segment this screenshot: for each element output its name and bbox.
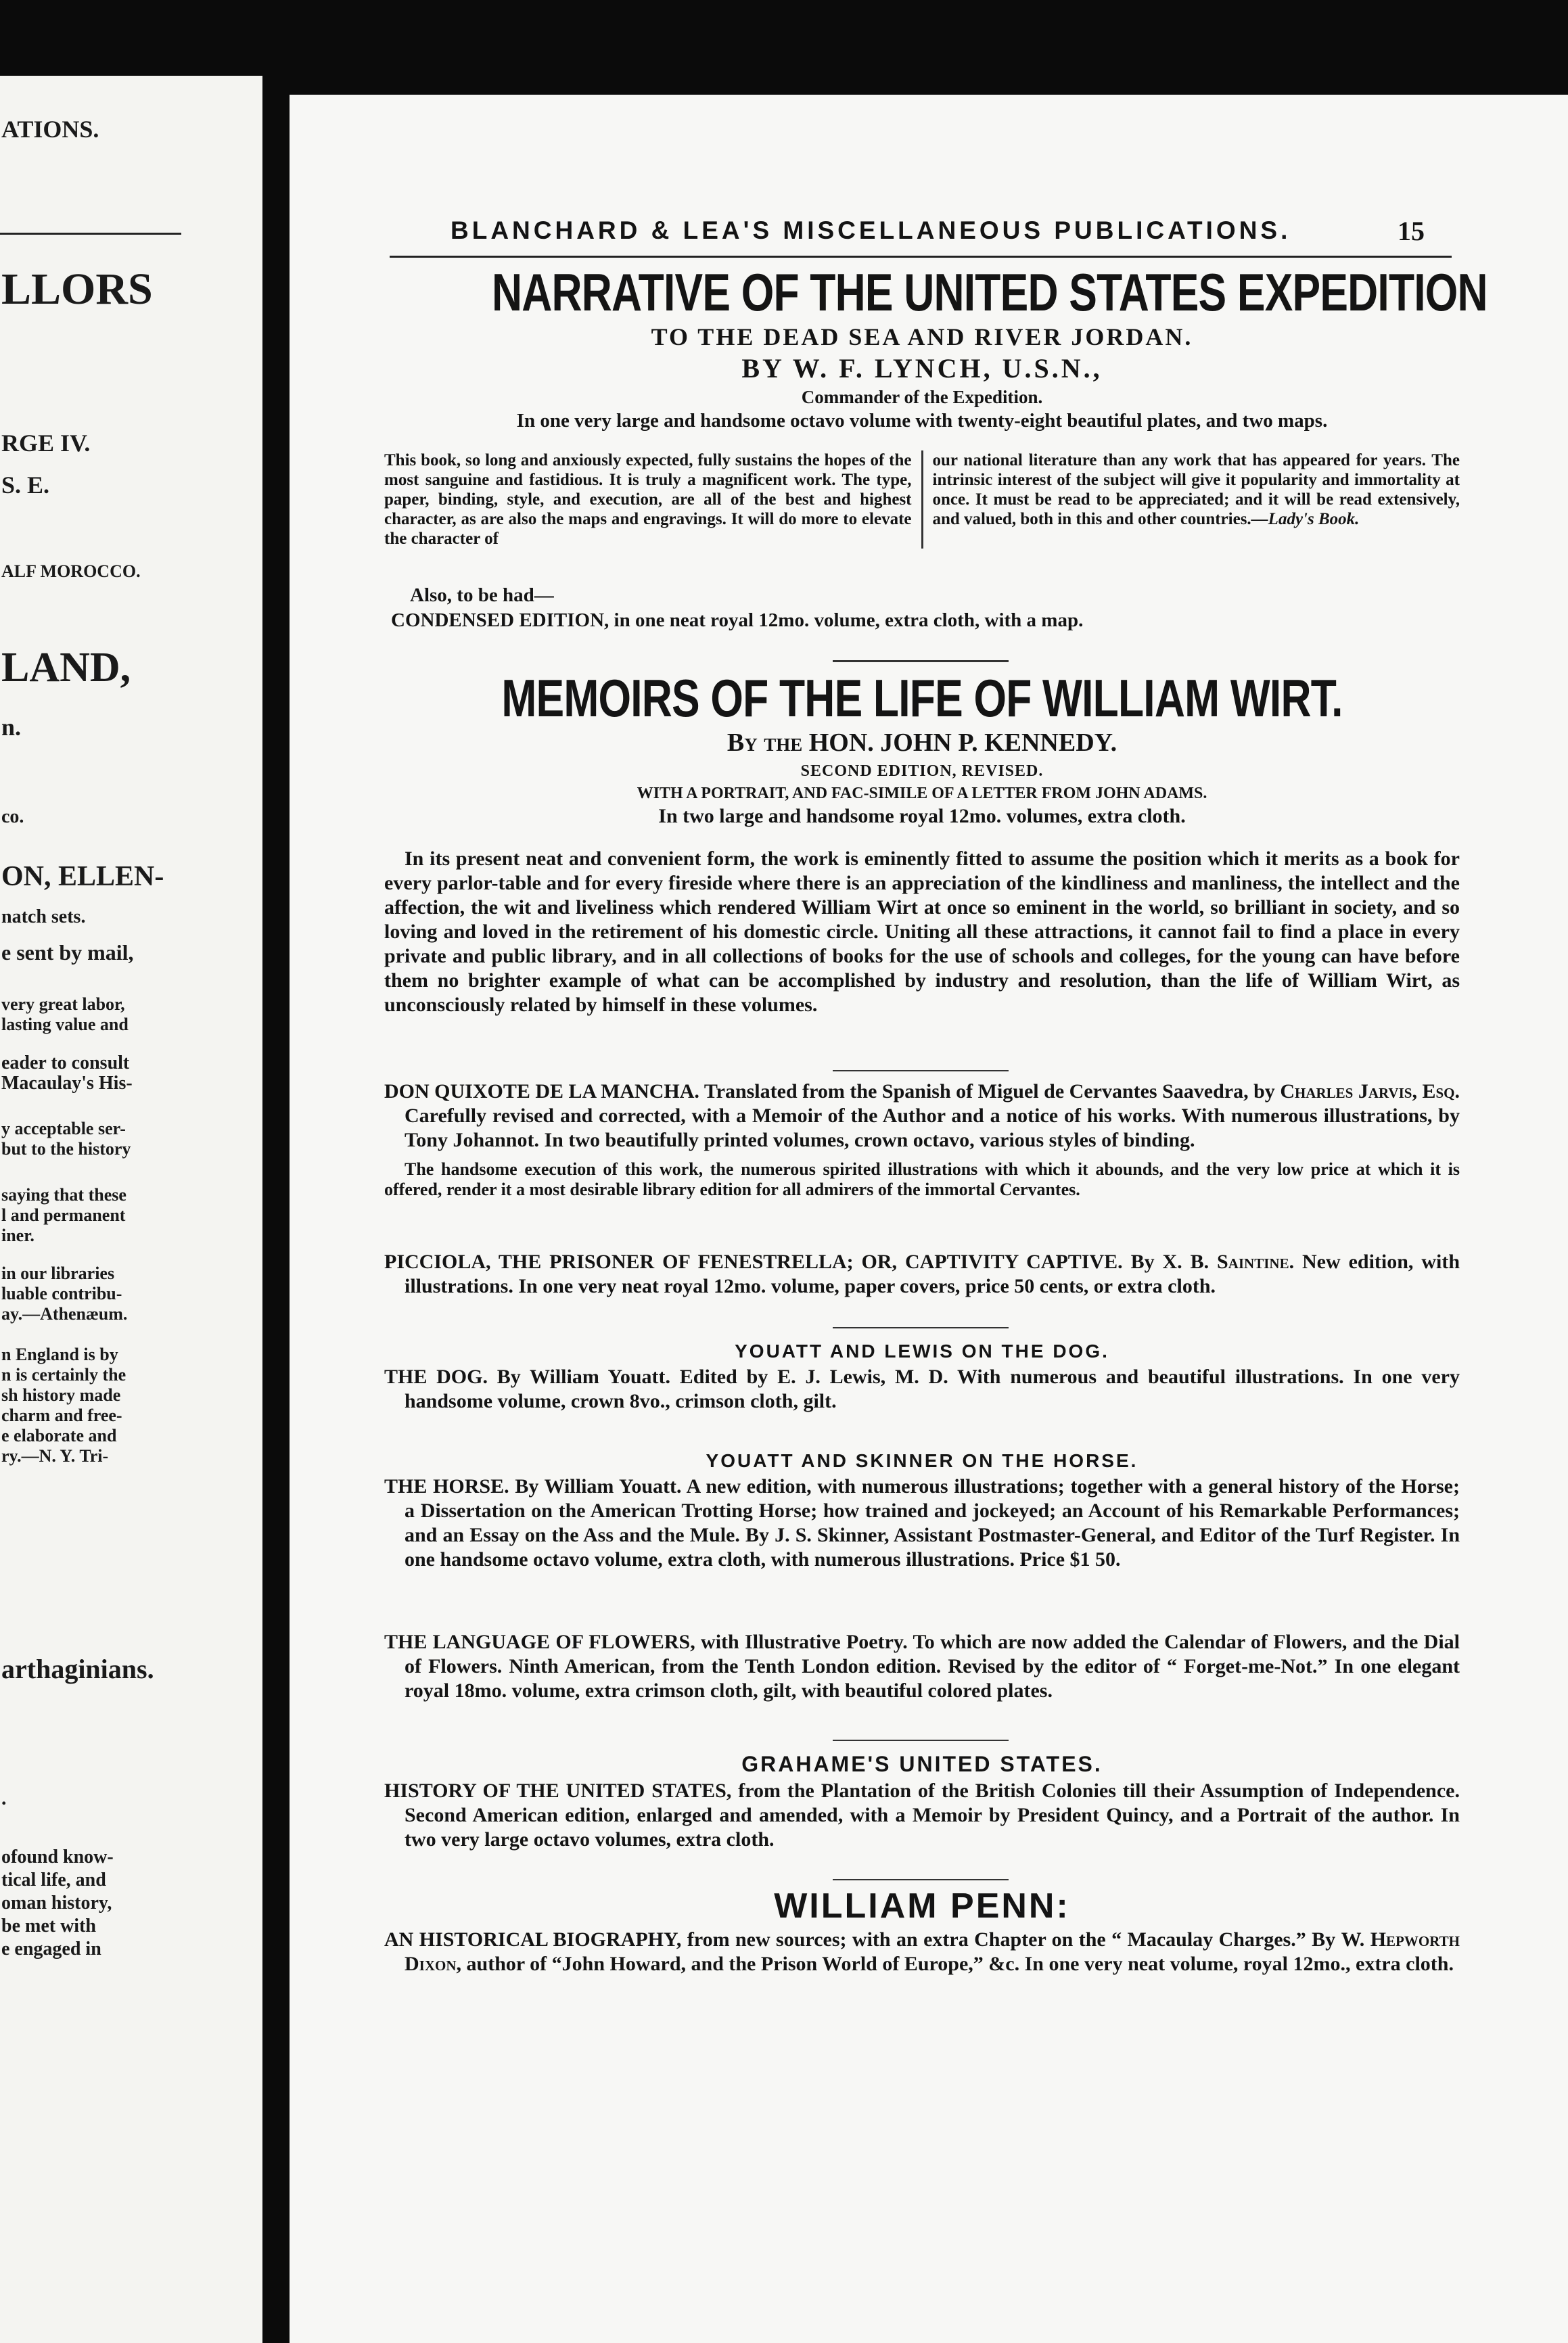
left-page-text-fragment: co. (1, 806, 24, 827)
left-page-text-fragment: oman history, (1, 1893, 112, 1913)
lynch-review-columns (384, 450, 1460, 549)
lynch-format: In one very large and handsome octavo volume with twenty-eight beautiful plates, and two maps. (516, 410, 1328, 432)
left-page-text-fragment: RGE IV. (1, 430, 91, 457)
left-page-text-fragment: in our libraries (1, 1263, 115, 1283)
left-page-text-fragment: LAND, (1, 645, 131, 691)
dog-heading: YOUATT AND LEWIS ON THE DOG. (735, 1341, 1109, 1362)
divider (833, 1070, 1009, 1071)
left-page-text-fragment: LLORS (1, 264, 153, 314)
divider (833, 1740, 1009, 1741)
page-number: 15 (1398, 216, 1425, 246)
left-page-fragment (0, 76, 262, 2343)
divider (833, 660, 1009, 662)
left-page-text-fragment: very great labor, (1, 994, 125, 1014)
horse-heading: YOUATT AND SKINNER ON THE HORSE. (706, 1450, 1138, 1471)
divider (833, 1879, 1009, 1880)
left-page-text-fragment: e sent by mail, (1, 940, 134, 965)
left-page-text-fragment: n England is by (1, 1345, 118, 1364)
left-page-text-fragment: e engaged in (1, 1939, 101, 1959)
left-page-text-fragment: ON, ELLEN- (1, 861, 164, 892)
wirt-format: In two large and handsome royal 12mo. volumes, extra cloth. (658, 805, 1186, 827)
left-page-text-fragment: eader to consult (1, 1052, 130, 1073)
left-page-text-fragment: n. (1, 714, 22, 741)
left-page-text-fragment: e elaborate and (1, 1426, 117, 1445)
wirt-edition: SECOND EDITION, REVISED. (800, 762, 1044, 780)
header-rule (390, 256, 1452, 258)
left-page-text-fragment: natch sets. (1, 906, 86, 927)
left-page-text-fragment: ry.—N. Y. Tri- (1, 1446, 109, 1466)
quixote-section: DON QUIXOTE DE LA MANCHA. Translated from the Spanish of Miguel de Cervantes Saavedra, by Charles Jarvis, Esq. Carefully revised and corrected, with a Memoir of the Author and a notice of his works. With numerous illustrations, by Tony Johannot. In two beautifully printed volumes, crown octavo, various styles of binding. The handsome execution of this work, the numerous spirited illustrations with which it abounds, and the very low price at which it is offered, render it a most desirable library edition for all admirers of the immortal Cervantes. (384, 1080, 1460, 1199)
left-header-rule (0, 233, 181, 235)
horse-section: YOUATT AND SKINNER ON THE HORSE. THE HORSE. By William Youatt. A new edition, with numerous illustrations; together with a general history of the Horse; a Dissertation on the American Trotting Horse; how trained and jockeyed; an Account of his Remarkable Performances; and an Essay on the Ass and the Mule. By J. S. Skinner, Assistant Postmaster-General, and Editor of the Turf Register. In one handsome octavo volume, extra cloth, with numerous illustrations. Price $1 50. (384, 1447, 1460, 1572)
left-page-text-fragment: l and permanent (1, 1205, 126, 1225)
penn-section: WILLIAM PENN: AN HISTORICAL BIOGRAPHY, from new sources; with an extra Chapter on the “ Macaulay Charges.” By W. Hepworth Dixon, author of “John Howard, and the Prison World of Europe,” &c. In one very neat volume, royal 12mo., extra cloth. (384, 1884, 1460, 1976)
left-page-text-fragment: . (1, 1787, 7, 1809)
lynch-author: BY W. F. LYNCH, U.S.N., (741, 353, 1103, 384)
left-page-text-fragment: luable contribu- (1, 1284, 122, 1303)
lynch-title: NARRATIVE OF THE UNITED STATES EXPEDITION (492, 262, 1488, 322)
grahame-section: GRAHAME'S UNITED STATES. HISTORY OF THE UNITED STATES, from the Plantation of the British Colonies till their Assumption of Independence. Second American edition, enlarged and amended, with a Memoir by President Quincy, and a Portrait of the author. In two very large octavo volumes, extra cloth. (384, 1749, 1460, 1852)
running-header (290, 216, 1568, 257)
left-page-text-fragment: ay.—Athenæum. (1, 1304, 128, 1324)
wirt-title: MEMOIRS OF THE LIFE OF WILLIAM WIRT. (501, 668, 1343, 728)
lynch-condensed: CONDENSED EDITION, in one neat royal 12mo. volume, extra cloth, with a map. (391, 609, 1084, 631)
left-page-text-fragment: but to the history (1, 1139, 131, 1159)
lynch-extra (391, 583, 1467, 633)
left-page-text-fragment: sh history made (1, 1385, 121, 1405)
left-page-text-fragment: Macaulay's His- (1, 1073, 133, 1094)
quixote-note: The handsome execution of this work, the numerous spirited illustrations with which it abounds, and the very low price at which it is offered, render it a most desirable library edition for all admirers of the immortal Cervantes. (384, 1159, 1460, 1199)
divider (833, 1327, 1009, 1328)
lynch-section (384, 262, 1488, 433)
left-page-text-fragment: be met with (1, 1916, 96, 1936)
flowers-section: THE LANGUAGE OF FLOWERS, with Illustrative Poetry. To which are now added the Calendar of Flowers, and the Dial of Flowers. Ninth American, from the Tenth London edition. Revised by the editor of “ Forget-me-Not.” In one elegant royal 18mo. volume, extra crimson cloth, gilt, with beautiful colored plates. (384, 1631, 1460, 1702)
left-page-text-fragment: iner. (1, 1226, 34, 1245)
left-page-text-fragment: y acceptable ser- (1, 1119, 126, 1138)
left-page-text-fragment: lasting value and (1, 1015, 129, 1034)
main-page (290, 95, 1568, 2343)
left-page-text-fragment: ALF MOROCCO. (1, 561, 141, 581)
left-page-text-fragment: arthaginians. (1, 1654, 154, 1684)
dog-section: YOUATT AND LEWIS ON THE DOG. THE DOG. By William Youatt. Edited by E. J. Lewis, M. D. With numerous and beautiful illustrations. In one very handsome volume, crown 8vo., crimson cloth, gilt. (384, 1338, 1460, 1414)
grahame-heading: GRAHAME'S UNITED STATES. (741, 1752, 1103, 1776)
lynch-review-col2: our national literature than any work that has appeared for years. The intrinsic interest of the subject will give it popularity and immortality at once. It must be read to be appreciated; and it will be read extensively, and valued, both in this and other countries.—Lady's Book. (932, 451, 1460, 528)
wirt-portrait: WITH A PORTRAIT, AND FAC-SIMILE OF A LETTER FROM JOHN ADAMS. (637, 785, 1207, 802)
wirt-section (384, 670, 1460, 829)
lynch-subtitle: TO THE DEAD SEA AND RIVER JORDAN. (651, 323, 1193, 350)
penn-heading: WILLIAM PENN: (774, 1886, 1070, 1926)
picciola-section: PICCIOLA, THE PRISONER OF FENESTRELLA; OR, CAPTIVITY CAPTIVE. By X. B. Saintine. New edition, with illustrations. In one very neat royal 12mo. volume, paper covers, price 50 cents, or extra cloth. (384, 1251, 1460, 1297)
left-page-text-fragment: tical life, and (1, 1870, 106, 1890)
left-page-text-fragment: n is certainly the (1, 1365, 126, 1385)
wirt-author: By the HON. JOHN P. KENNEDY. (727, 728, 1117, 757)
running-title: BLANCHARD & LEA'S MISCELLANEOUS PUBLICATIONS. (451, 216, 1291, 244)
left-page-text-fragment: saying that these (1, 1185, 126, 1205)
left-page-text-fragment: ATIONS. (1, 116, 99, 143)
wirt-body: In its present neat and convenient form, the work is eminently fitted to assume the position which it merits as a book for every parlor-table and for every fireside where there is an appreciation of the kindliness and manliness, the intellect and the affection, the wit and liveliness which rendered William Wirt at once so eminent in the world, so brilliant in society, and so loving and loved in the retirement of his domestic circle. Uniting all these attractions, it cannot fail to find a place in every private and public library, and in all collections of books for the use of schools and colleges, for the young can have before them no brighter example of what can be accomplished by industry and resolution, than the life of William Wirt, as unconsciously related by himself in these volumes. (384, 848, 1460, 1016)
lynch-review-col1: This book, so long and anxiously expected, fully sustains the hopes of the most sanguine and fastidious. It is truly a magnificent work. The type, paper, binding, style, and execution, are all of the best and highest character, as are also the maps and engravings. It will do more to elevate the character of (384, 450, 923, 549)
left-page-text-fragment: charm and free- (1, 1406, 122, 1425)
lynch-also: Also, to be had— (410, 584, 554, 606)
left-page-text-fragment: S. E. (1, 471, 50, 498)
left-page-text-fragment: ofound know- (1, 1847, 114, 1868)
lynch-role: Commander of the Expedition. (801, 387, 1043, 407)
